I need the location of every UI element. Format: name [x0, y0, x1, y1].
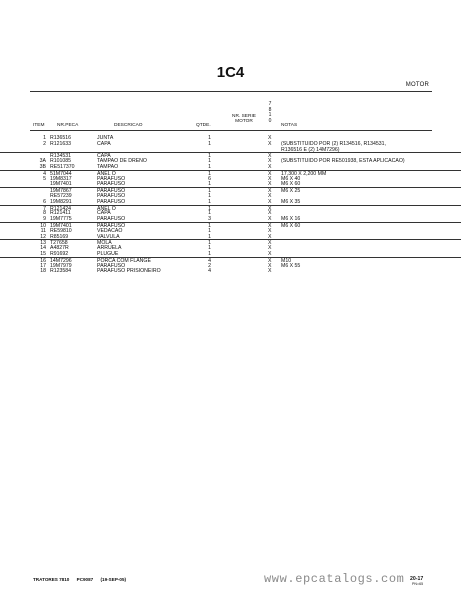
cell-desc: ARRUELA	[97, 245, 122, 252]
header-rule	[30, 130, 432, 131]
cell-part: 19M7867	[50, 188, 72, 195]
header-quantity: QTDE.	[196, 123, 211, 128]
cell-desc: PORCA COM FLANGE	[97, 257, 151, 264]
top-rule	[30, 91, 432, 92]
cell-item: 18	[40, 268, 46, 275]
header-notes: NOTAS	[281, 123, 298, 128]
cell-qty: 1	[208, 181, 211, 188]
header-item: ITEM	[33, 123, 45, 128]
cell-desc: PARAFUSO	[97, 188, 126, 195]
cell-note: M10	[281, 257, 292, 264]
cell-part: R101085	[50, 158, 72, 165]
cell-part: R134531	[50, 153, 72, 160]
cell-desc: PARAFUSO	[97, 175, 126, 182]
cell-qty: 3	[208, 216, 211, 223]
cell-item: 2	[43, 140, 46, 147]
cell-qty: 6	[208, 175, 211, 182]
footer-model: TRATORES 7810	[33, 577, 70, 582]
cell-item: 12	[40, 233, 46, 240]
cell-x: X	[268, 245, 272, 252]
cell-qty: 1	[208, 210, 211, 217]
cell-part: RE59810	[50, 227, 72, 234]
cell-x: X	[268, 164, 272, 170]
cell-desc: CAPA	[97, 153, 111, 160]
cell-qty: 1	[208, 223, 211, 229]
cell-qty: 1	[208, 233, 211, 240]
cell-part: A4827R	[50, 245, 69, 252]
cell-part: 19M8291	[50, 198, 72, 205]
cell-x: X	[268, 233, 272, 240]
cell-qty: 1	[208, 205, 211, 212]
cell-desc: VALVULA	[97, 233, 120, 240]
header-part: NR.PECA	[57, 123, 79, 128]
cell-part: R123584	[50, 268, 72, 275]
cell-item: 16	[40, 257, 46, 264]
cell-desc: PARAFUSO	[97, 216, 126, 223]
cell-x: X	[268, 181, 272, 188]
cell-part: R121633	[50, 140, 72, 147]
cell-qty: 1	[208, 240, 211, 247]
footer-date: (19-SEP-05)	[100, 577, 127, 582]
cell-desc: TAMPAO DE DRENO	[97, 158, 147, 165]
cell-item: 13	[40, 240, 46, 247]
cell-desc: MOLA	[97, 240, 112, 247]
cell-qty: 1	[208, 135, 211, 141]
cell-x: X	[268, 205, 272, 212]
cell-desc: PARAFUSO	[97, 262, 126, 269]
cell-x: X	[268, 210, 272, 217]
cell-x: X	[268, 262, 272, 269]
cell-item: 9	[43, 216, 46, 223]
cell-desc: PARAFUSO	[97, 193, 126, 199]
cell-x: X	[268, 175, 272, 182]
cell-item: 7	[43, 205, 46, 212]
cell-part: R91692	[50, 251, 69, 257]
cell-desc: PLUGUE	[97, 251, 119, 257]
cell-item: 17	[40, 262, 46, 269]
cell-qty: 1	[208, 245, 211, 252]
cell-note: M6 X 55	[281, 262, 301, 269]
cell-qty: 4	[208, 257, 211, 264]
cell-x: X	[268, 216, 272, 223]
cell-part: R136516	[50, 135, 72, 141]
cell-item: 5	[43, 175, 46, 182]
cell-item: 4	[43, 170, 46, 177]
cell-qty: 1	[208, 153, 211, 160]
cell-item: 10	[40, 223, 46, 229]
cell-item: 14	[40, 245, 46, 252]
cell-qty: 1	[208, 227, 211, 234]
cell-qty: 2	[208, 262, 211, 269]
cell-part: RE57239	[50, 193, 72, 199]
cell-x: X	[268, 223, 272, 229]
cell-desc: PARAFUSO	[97, 198, 126, 205]
cell-qty: 1	[208, 158, 211, 165]
cell-item: 8	[43, 210, 46, 217]
cell-note: (SUBSTITUIDO POR (2) R134516, R134531,	[281, 140, 386, 147]
cell-qty: 1	[208, 193, 211, 199]
cell-desc: PARAFUSO	[97, 181, 126, 188]
cell-x: X	[268, 153, 272, 160]
cell-qty: 1	[208, 251, 211, 257]
cell-x: X	[268, 251, 272, 257]
cell-qty: 1	[208, 140, 211, 147]
cell-item: 11	[40, 227, 46, 234]
footer-code: PC9087	[76, 577, 94, 582]
cell-x: X	[268, 170, 272, 177]
vertical-serial-header: 7 8 1 0	[268, 101, 272, 124]
section-name: MOTOR	[405, 82, 429, 88]
cell-note: (SUBSTITUIDO POR RE501938, ESTA APLICACAO)	[281, 158, 405, 165]
cell-desc: CAPA	[97, 210, 111, 217]
cell-part: 19M7979	[50, 262, 72, 269]
cell-part: T27658	[50, 240, 68, 247]
cell-desc: ANEL O	[97, 205, 116, 212]
cell-note: M6 X 40	[281, 175, 301, 182]
footer-info	[33, 577, 132, 582]
cell-x: X	[268, 268, 272, 275]
cell-note: M6 X 60	[281, 223, 301, 229]
cell-part: 19M7401	[50, 223, 72, 229]
cell-desc: TAMPAO	[97, 164, 119, 170]
cell-desc: ANEL O	[97, 170, 116, 177]
cell-qty: 1	[208, 164, 211, 170]
cell-x: X	[268, 227, 272, 234]
cell-x: X	[268, 158, 272, 165]
cell-part: 19M7401	[50, 181, 72, 188]
cell-x: X	[268, 188, 272, 195]
watermark: www.epcatalogs.com	[264, 572, 405, 586]
cell-part: RE517370	[50, 164, 75, 170]
cell-x: X	[268, 193, 272, 199]
header-description: DESCRICAO	[114, 123, 143, 128]
cell-qty: 1	[208, 198, 211, 205]
cell-part: R85169	[50, 233, 69, 240]
page-number: 20-17	[410, 576, 424, 582]
cell-part: R121411	[50, 210, 71, 217]
cell-x: X	[268, 198, 272, 205]
cell-part: 19M8317	[50, 175, 72, 182]
cell-x: X	[268, 135, 272, 141]
page-title: 1C4	[216, 64, 245, 81]
cell-qty: 4	[208, 268, 211, 275]
cell-note: 17,300 X 2,200 MM	[281, 170, 327, 177]
cell-part: 14M7296	[50, 257, 72, 264]
page-reference: PN=65	[412, 582, 424, 586]
header-serial: NR. SERIE MOTOR	[232, 114, 256, 125]
cell-part: 51M7044	[50, 170, 72, 177]
cell-note: M6 X 16	[281, 216, 301, 223]
cell-desc: JUNTA	[97, 135, 114, 141]
cell-note: R136516 E (2) 14M7296)	[281, 146, 340, 153]
table-row	[0, 268, 461, 274]
cell-desc: CAPA	[97, 140, 111, 147]
cell-note: M6 X 35	[281, 198, 301, 205]
cell-qty: 1	[208, 170, 211, 177]
cell-qty: 1	[208, 188, 211, 195]
cell-desc: PARAFUSO PRISIONEIRO	[97, 268, 161, 275]
cell-item: 3B	[39, 164, 46, 170]
cell-note: M6 X 25	[281, 188, 301, 195]
cell-desc: PARAFUSO	[97, 223, 126, 229]
cell-desc: VEDACAO	[97, 227, 123, 234]
cell-note: M6 X 60	[281, 181, 301, 188]
cell-item: 3A	[39, 158, 46, 165]
cell-x: X	[268, 257, 272, 264]
cell-part: R121424	[50, 205, 72, 212]
cell-item: 15	[40, 251, 46, 257]
cell-part: 19M7775	[50, 216, 72, 223]
cell-x: X	[268, 140, 272, 147]
cell-item: 6	[43, 198, 46, 205]
cell-item: 1	[43, 135, 46, 141]
cell-x: X	[268, 240, 272, 247]
